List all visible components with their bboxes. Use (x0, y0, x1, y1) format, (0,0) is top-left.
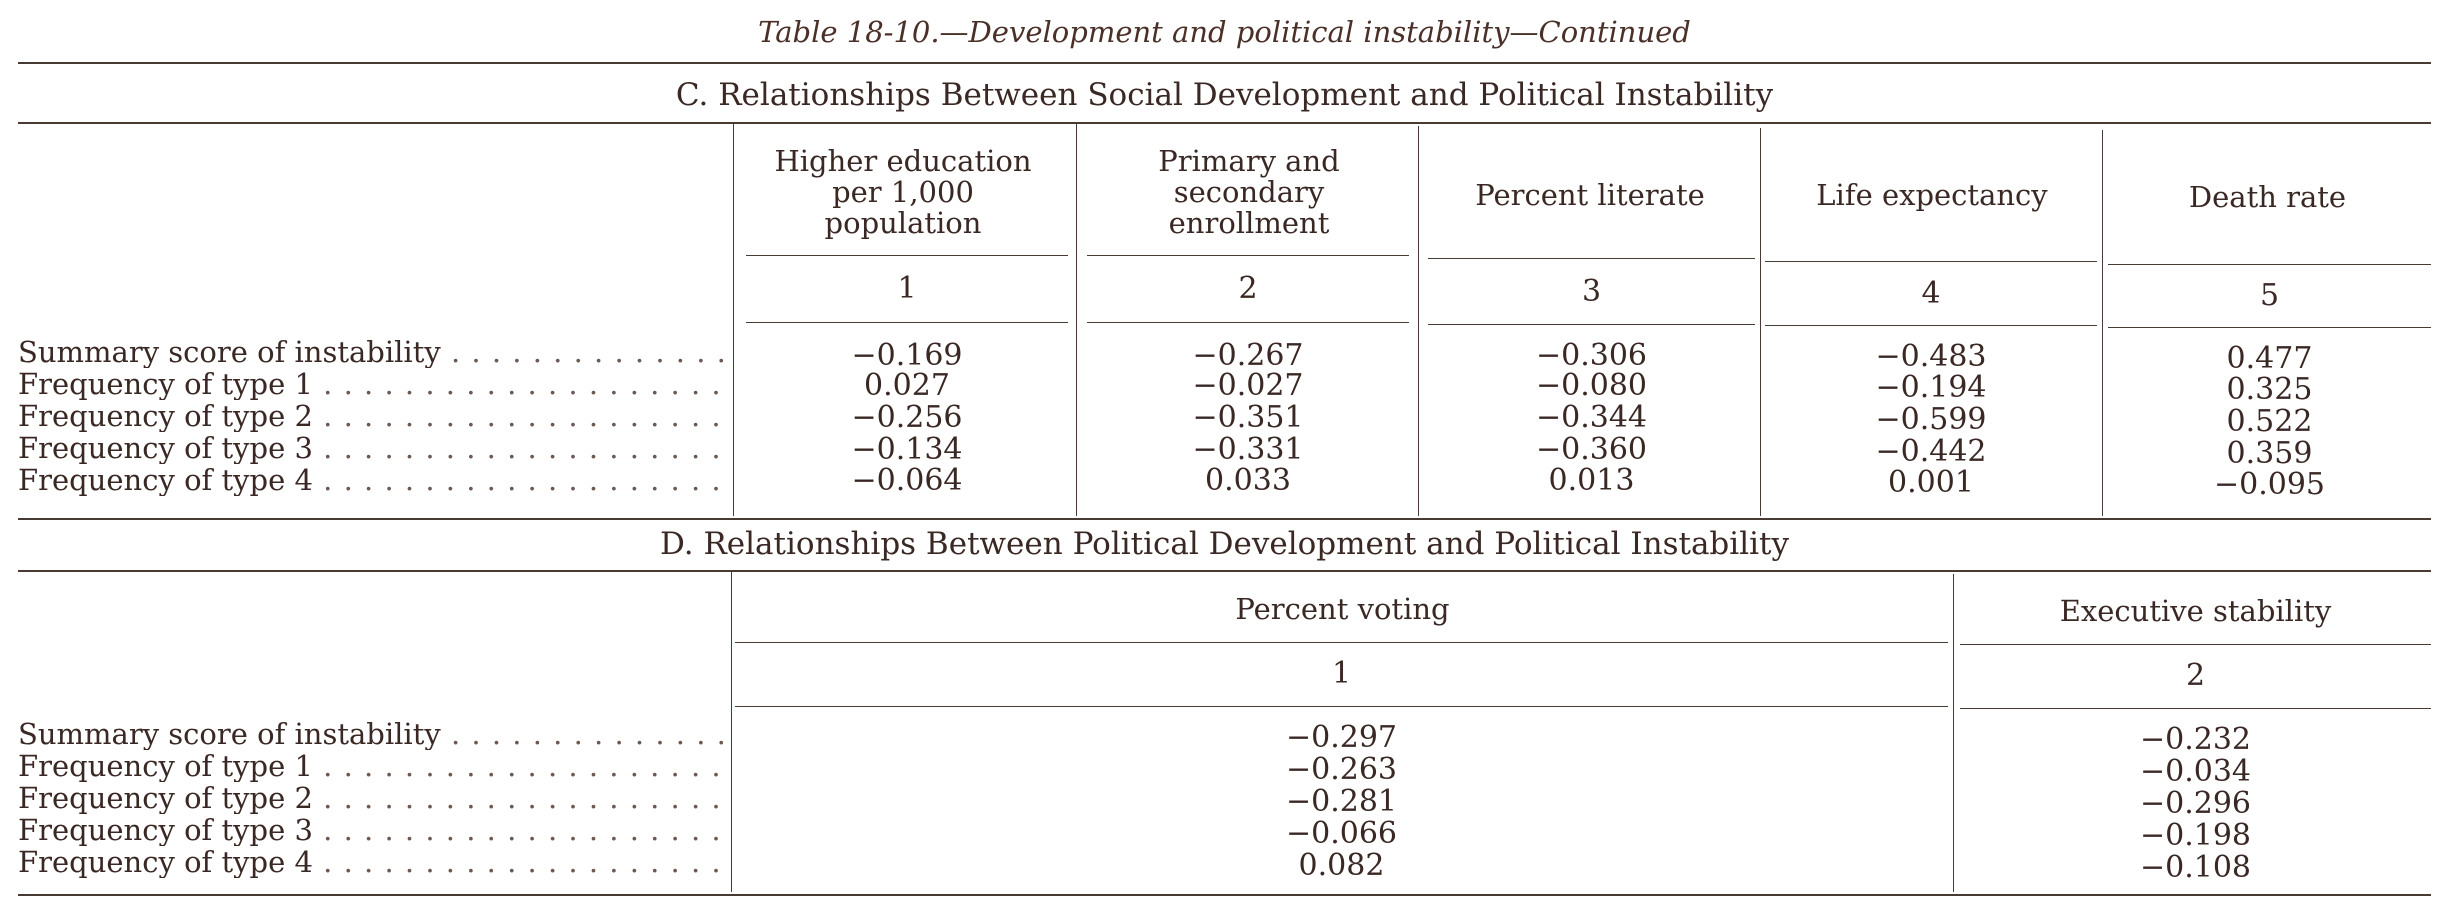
table-cell: 0.522 (2226, 404, 2313, 439)
section-c-col-3-heading: Percent literate (1475, 177, 1705, 212)
rule-top (18, 62, 2431, 64)
rule-d-num-2 (1960, 708, 2431, 709)
section-c-col-1-heading: Higher education per 1,000 population (774, 143, 1032, 240)
section-c-col-3-number: 3 (1581, 274, 1602, 309)
table-cell: −0.198 (2139, 818, 2252, 853)
section-c-col-2-number: 2 (1238, 271, 1258, 306)
table-cell: −0.194 (1875, 370, 1987, 405)
section-c-col-5-number: 5 (2259, 278, 2280, 313)
rule-section-d-top (18, 518, 2431, 520)
section-d-row-label: Frequency of type 3 . . . (18, 814, 730, 846)
table-cell: 0.477 (2226, 341, 2313, 376)
table-cell: −0.232 (2139, 722, 2252, 757)
section-d-row-label: Frequency of type 2 . . . (18, 782, 730, 814)
rule-c-head-5 (2108, 264, 2431, 265)
table-cell: 0.033 (1205, 463, 1291, 498)
vrule-c-5 (2102, 130, 2103, 516)
rule-c-num-2 (1087, 322, 1409, 323)
table-cell: 0.013 (1548, 463, 1635, 498)
table-cell: −0.351 (1192, 400, 1304, 435)
section-d-row-label: Summary score of instability . . . (18, 718, 730, 750)
table-cell: −0.080 (1535, 368, 1648, 403)
section-c-col-4-number: 4 (1921, 276, 1941, 311)
table-cell: −0.360 (1535, 432, 1648, 467)
vrule-c-1 (733, 124, 734, 516)
rule-c-head-4 (1765, 261, 2097, 262)
vrule-c-4 (1760, 128, 1761, 516)
rule-d-head-2 (1960, 644, 2431, 645)
table-cell: −0.331 (1192, 432, 1304, 467)
rule-section-c-title (18, 122, 2431, 124)
table-cell: −0.483 (1875, 339, 1987, 374)
section-c-col-2-heading: Primary and secondary enrollment (1158, 143, 1340, 240)
vrule-c-2 (1076, 124, 1077, 516)
vrule-c-3 (1418, 126, 1419, 516)
section-d-row-label: Frequency of type 4 . . . (18, 846, 730, 878)
section-d-row-label: Frequency of type 1 . . . (18, 750, 730, 782)
table-cell: −0.599 (1875, 402, 1987, 437)
table-cell: 0.027 (864, 368, 950, 403)
section-d-col-2-number: 2 (2185, 658, 2206, 693)
table-cell: 0.325 (2226, 372, 2313, 407)
table-cell: −0.306 (1535, 338, 1648, 373)
table-cell: −0.344 (1535, 400, 1648, 435)
rule-c-num-1 (746, 322, 1068, 323)
section-d-title: D. Relationships Between Political Development and Political Instability (660, 526, 1789, 562)
table-cell: −0.108 (2139, 850, 2252, 885)
section-c-row-label: Frequency of type 4 . . . (18, 464, 730, 496)
vrule-d-2 (1953, 574, 1954, 892)
section-d-col-1-number: 1 (1331, 656, 1352, 691)
vrule-d-1 (731, 572, 732, 892)
section-c-row-label: Summary score of instability . . . (18, 336, 730, 368)
section-d-col-2-heading: Executive stability (2059, 593, 2332, 628)
table-cell: −0.169 (851, 338, 963, 373)
table-cell: −0.296 (2139, 786, 2252, 821)
rule-bottom (18, 894, 2431, 896)
section-c-title: C. Relationships Between Social Development and Political Instability (675, 77, 1774, 113)
section-c-col-5-heading: Death rate (2188, 179, 2347, 214)
table-cell: −0.297 (1285, 720, 1398, 755)
table-cell: −0.095 (2213, 467, 2326, 502)
rule-d-num-1 (735, 706, 1948, 707)
table-cell: −0.034 (2139, 754, 2252, 789)
table-caption: Table 18-10.—Development and political instability—Continued (758, 15, 1691, 49)
section-c-row-label: Frequency of type 1 . . . (18, 368, 730, 400)
table-cell: 0.001 (1888, 465, 1974, 500)
table-cell: 0.082 (1298, 848, 1385, 883)
rule-c-head-2 (1087, 255, 1409, 256)
rule-c-head-1 (746, 255, 1068, 256)
section-d-col-1-heading: Percent voting (1235, 591, 1450, 626)
section-c-col-1-number: 1 (897, 271, 917, 306)
table-cell: −0.066 (1285, 816, 1398, 851)
table-cell: −0.267 (1192, 338, 1304, 373)
table-cell: −0.281 (1285, 784, 1398, 819)
rule-c-head-3 (1428, 258, 1755, 259)
section-c-row-label: Frequency of type 2 . . . (18, 400, 730, 432)
section-c-col-4-heading: Life expectancy (1816, 177, 2048, 212)
table-cell: −0.442 (1875, 434, 1987, 469)
rule-section-d-title (18, 570, 2431, 572)
table-cell: −0.027 (1192, 368, 1304, 403)
rule-d-head-1 (735, 642, 1948, 643)
table-cell: −0.256 (851, 400, 963, 435)
table-cell: −0.134 (851, 432, 963, 467)
table-cell: −0.263 (1285, 752, 1398, 787)
rule-c-num-3 (1428, 324, 1755, 325)
rule-c-num-5 (2108, 327, 2431, 328)
table-cell: −0.064 (851, 463, 963, 498)
table-cell: 0.359 (2226, 436, 2313, 471)
rule-c-num-4 (1765, 325, 2097, 326)
section-c-row-label: Frequency of type 3 . . . (18, 432, 730, 464)
